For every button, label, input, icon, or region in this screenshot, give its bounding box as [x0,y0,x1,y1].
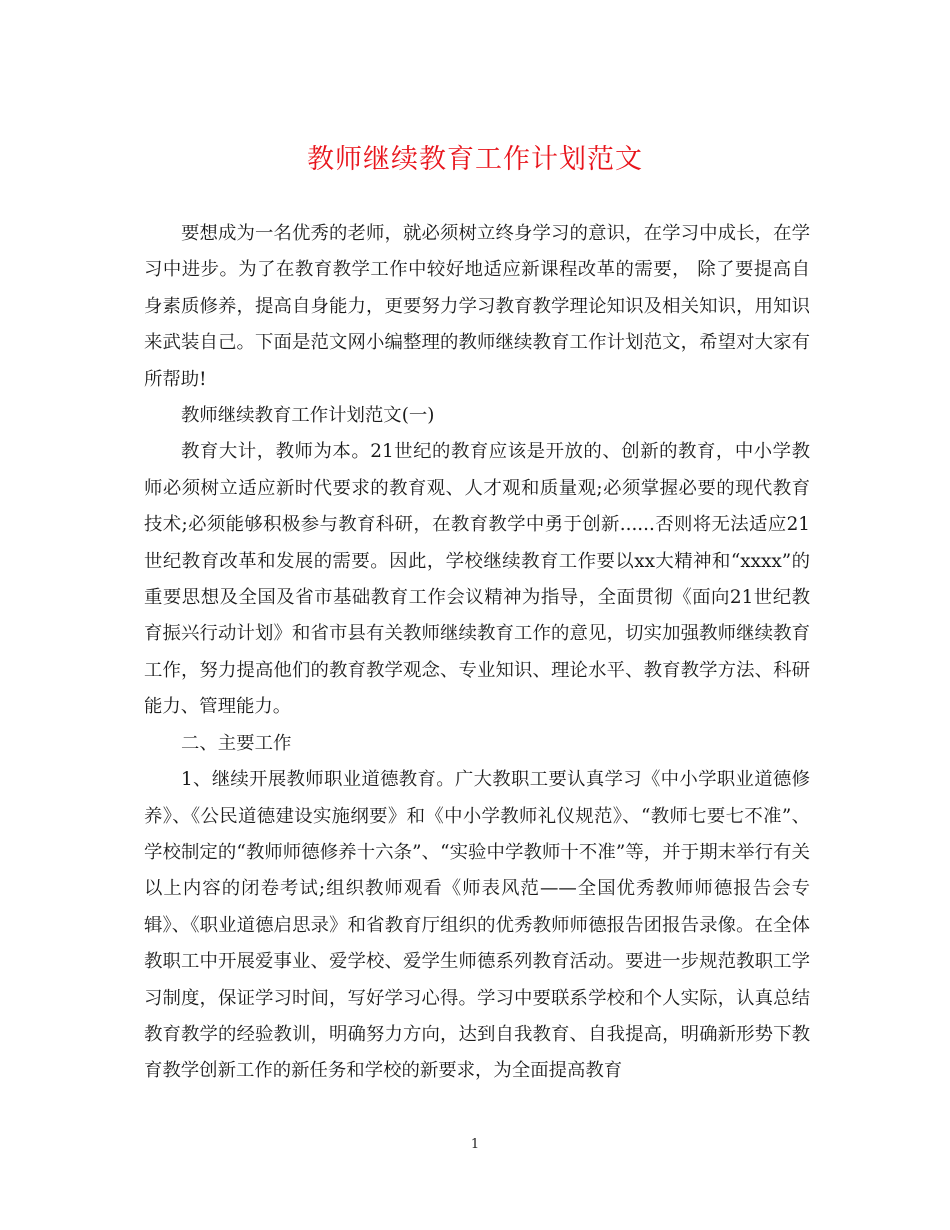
guiding-principles-paragraph: 教育大计，教师为本。21世纪的教育应该是开放的、创新的教育，中小学教师必须树立适应新时代要求的教育观、人才观和质量观;必须掌握必要的现代教育技术;必须能够积极参与教育科研，在教育教学中勇于创新......否则将无法适应21世纪教育改革和发展的需要。因此，学校继续教育工作要以xx大精神和“xxxx”的重要思想及全国及省市基础教育工作会议精神为指导，全面贯彻《面向21世纪教育振兴行动计划》和省市县有关教师继续教育工作的意见，切实加强教师继续教育工作，努力提高他们的教育教学观念、专业知识、理论水平、教育教学方法、科研能力、管理能力。 [144,441,810,718]
intro-paragraph: 要想成为一名优秀的老师，就必须树立终身学习的意识，在学习中成长，在学习中进步。为了在教育教学工作中较好地适应新课程改革的需要， 除了要提高自身素质修养，提高自身能力，更要努力学习教育教学理论知识及相关知识，用知识来武装自己。下面是范文网小编整理的教师继续教育工作计划范文，希望对大家有所帮助! [144,223,810,390]
section-heading-main-work: 二、主要工作 [181,732,292,754]
ethics-education-paragraph: 1、继续开展教师职业道德教育。广大教职工要认真学习《中小学职业道德修养》、《公民道德建设实施纲要》和《中小学教师礼仪规范》、“教师七要七不准”、学校制定的“教师师德修养十六条”、“实验中学教师十不准”等，并于期末举行有关以上内容的闭卷考试;组织教师观看《师表风范——全国优秀教师师德报告会专辑》、《职业道德启思录》和省教育厅组织的优秀教师师德报告团报告录像。在全体教职工中开展爱事业、爱学校、爱学生师德系列教育活动。要进一步规范教职工学习制度，保证学习时间，写好学习心得。学习中要联系学校和个人实际，认真总结教育教学的经验教训，明确努力方向，达到自我教育、自我提高，明确新形势下教育教学创新工作的新任务和学校的新要求，为全面提高教育 [144,769,810,1082]
document-body [144,216,810,1090]
section-heading-plan-one: 教师继续教育工作计划范文(一) [181,405,435,427]
document-title: 教师继续教育工作计划范文 [307,144,643,175]
page-number: 1 [470,1137,480,1152]
